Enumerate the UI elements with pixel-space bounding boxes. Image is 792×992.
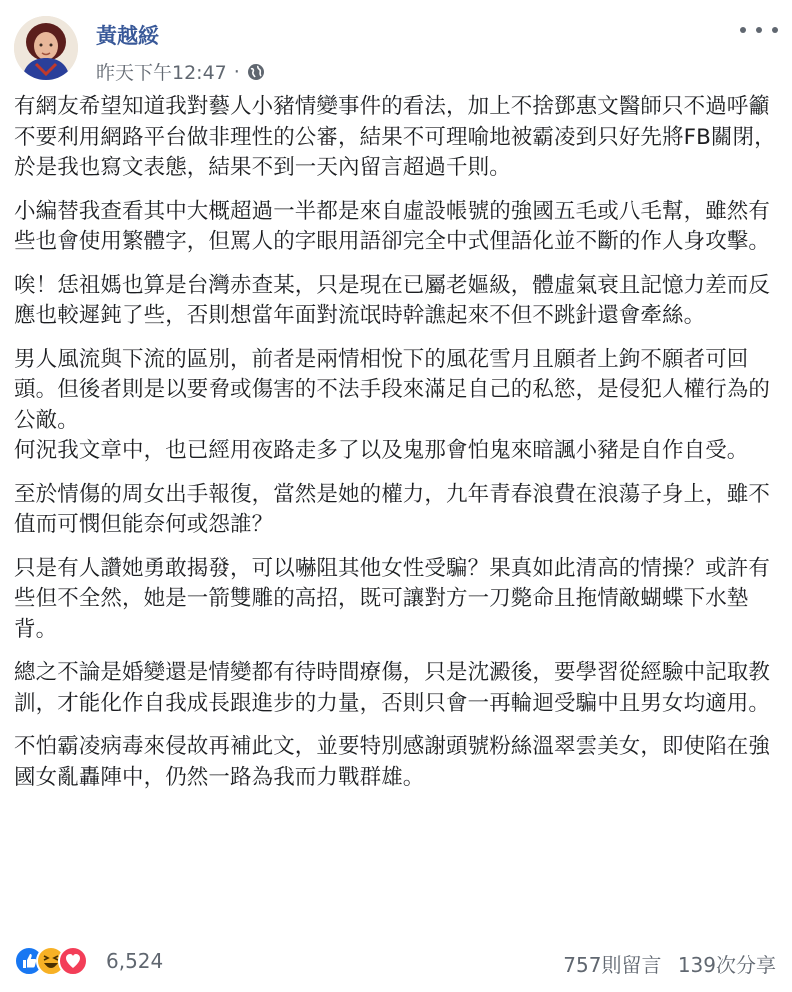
author-name[interactable]: 黃越綏 <box>96 24 159 48</box>
avatar-image <box>14 16 78 80</box>
post-paragraph: 只是有人讚她勇敢揭發，可以嚇阻其他女性受騙？果真如此清高的情操？或許有些但不全然，她是一箭雙雕的高招，既可讓對方一刀斃命且拖情敵蝴蝶下水墊背。 <box>14 555 771 642</box>
post-timestamp[interactable]: 昨天下午12:47 <box>96 62 227 84</box>
post-footer <box>14 944 778 980</box>
more-options-icon[interactable] <box>740 18 778 42</box>
shares-count[interactable]: 139次分享 <box>677 953 776 977</box>
more-dot <box>756 27 762 33</box>
post-paragraph: 唉！恁祖媽也算是台灣赤查某，只是現在已屬老嫗級，體虛氣衰且記憶力差而反應也較遲鈍了些，否則想當年面對流氓時幹譙起來不但不跳針還會牽絲。 <box>14 272 771 328</box>
reaction-count[interactable]: 6,524 <box>106 949 164 973</box>
meta-separator: · <box>233 60 240 83</box>
author-avatar[interactable] <box>14 16 78 80</box>
post-paragraph: 何況我文章中，也已經用夜路走多了以及鬼那會怕鬼來暗諷小豬是自作自受。 <box>14 438 749 463</box>
post-paragraph: 不怕霸凌病毒來侵故再補此文，並要特別感謝頭號粉絲溫翠雲美女，即使陷在強國女亂轟陣中，仍然一路為我而力戰群雄。 <box>14 734 771 790</box>
comments-count[interactable]: 757則留言 <box>563 953 662 977</box>
post-paragraph: 至於情傷的周女出手報復，當然是她的權力，九年青春浪費在浪蕩子身上，雖不值而可憫但能奈何或怨誰？ <box>14 481 771 537</box>
more-dot <box>740 27 746 33</box>
post-paragraph: 有網友希望知道我對藝人小豬情變事件的看法，加上不捨鄧惠文醫師只不過呼籲不要利用網路平台做非理性的公審，結果不可理喻地被霸凌到只好先將FB關閉，於是我也寫文表態，結果不到一天內留言超過千則。 <box>14 94 776 180</box>
post-paragraph: 總之不論是婚變還是情變都有待時間療傷，只是沈澱後，要學習從經驗中記取教訓，才能化作自我成長跟進步的力量，否則只會一再輪迴受騙中且男女均適用。 <box>14 660 771 716</box>
reactions-summary[interactable] <box>14 946 94 976</box>
globe-icon[interactable] <box>247 63 265 81</box>
post-body <box>14 92 780 806</box>
love-icon <box>58 946 88 976</box>
post-meta <box>96 58 265 85</box>
post-paragraph: 男人風流與下流的區別，前者是兩情相悅下的風花雪月且願者上鉤不願者可回頭。但後者則是以要脅或傷害的不法手段來滿足自己的私慾，是侵犯人權行為的公敵。 <box>14 346 771 433</box>
engagement-stats <box>553 949 776 978</box>
post-paragraph: 小編替我查看其中大概超過一半都是來自虛設帳號的強國五毛或八毛幫，雖然有些也會使用繁體字，但罵人的字眼用語卻完全中式俚語化並不斷的作人身攻擊。 <box>14 198 771 254</box>
more-dot <box>772 27 778 33</box>
post-header <box>14 16 778 86</box>
